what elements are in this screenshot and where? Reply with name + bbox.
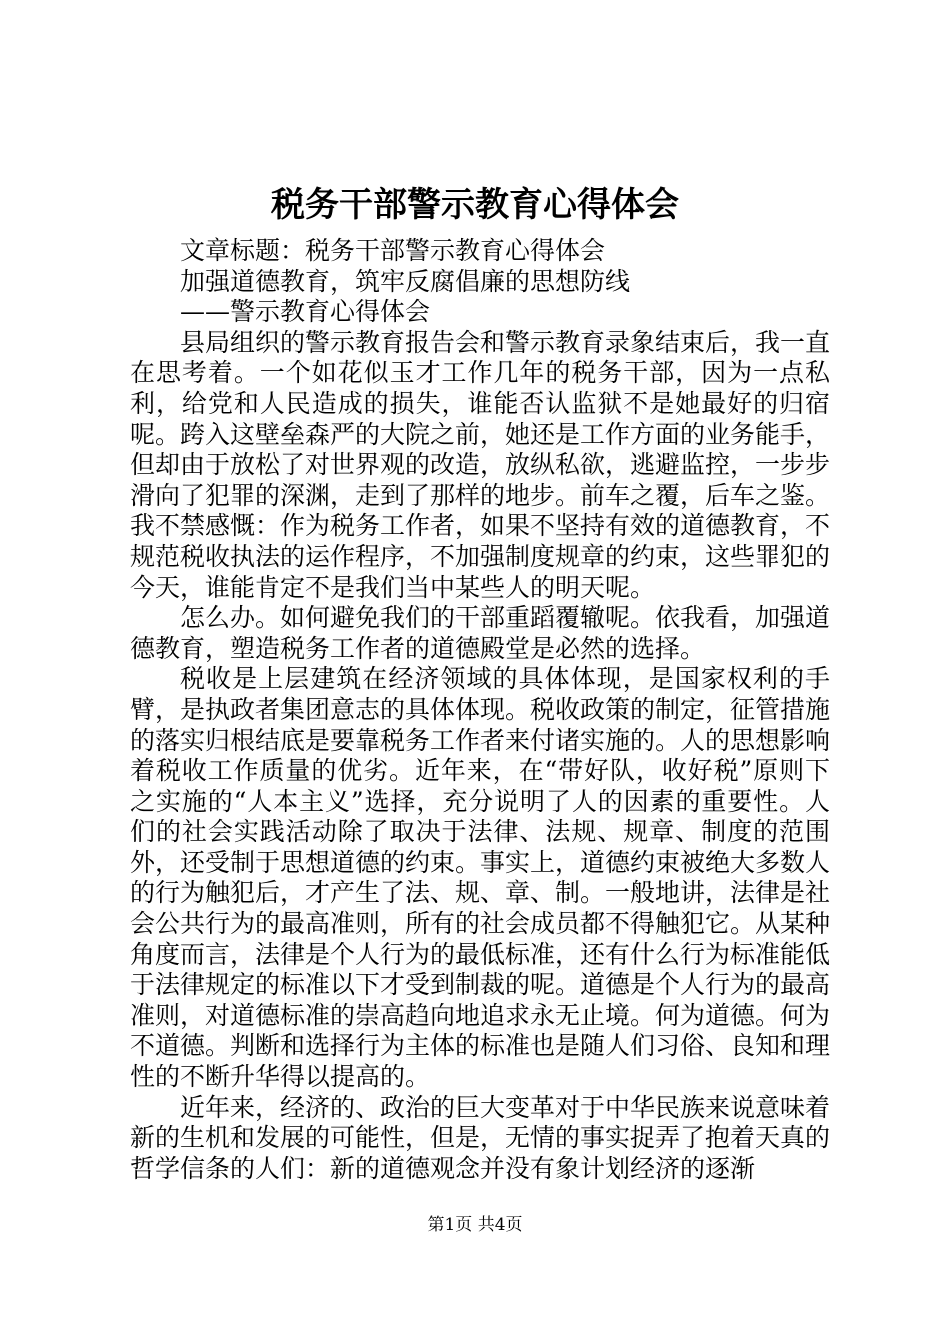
body-paragraph: 近年来，经济的、政治的巨大变革对于中华民族来说意味着新的生机和发展的可能性，但是，无情的事实捉弄了抱着天真的哲学信条的人们：新的道德观念并没有象计划经济的逐渐 <box>130 1092 831 1183</box>
body-paragraph: 怎么办。如何避免我们的干部重蹈覆辙呢。依我看，加强道德教育，塑造税务工作者的道德殿堂是必然的选择。 <box>130 603 831 663</box>
document-body <box>130 236 830 1184</box>
page-number-footer: 第1页 共4页 <box>427 1215 523 1235</box>
body-paragraph: 税收是上层建筑在经济领域的具体体现，是国家权利的手臂，是执政者集团意志的具体体现。税收政策的制定，征管措施的落实归根结底是要靠税务工作者来付诸实施的。人的思想影响着税收工作质量的优劣。近年来，在“带好队，收好税”原则下之实施的“人本主义”选择，充分说明了人的因素的重要性。人们的社会实践活动除了取决于法律、法规、规章、制度的范围外，还受制于思想道德的约束。事实上，道德约束被绝大多数人的行为触犯后，才产生了法、规、章、制。一般地讲，法律是社会公共行为的最高准则，所有的社会成员都不得触犯它。从某种角度而言，法律是个人行为的最低标准，还有什么行为标准能低于法律规定的标准以下才受到制裁的呢。道德是个人行为的最高准则，对道德标准的崇高趋向地追求永无止境。何为道德。何为不道德。判断和选择行为主体的标准也是随人们习俗、良知和理性的不断升华得以提高的。 <box>130 664 831 1092</box>
body-paragraph: 县局组织的警示教育报告会和警示教育录象结束后，我一直在思考着。一个如花似玉才工作几年的税务干部，因为一点私利，给党和人民造成的损失，谁能否认监狱不是她最好的归宿呢。跨入这壁垒森严的大院之前，她还是工作方面的业务能手，但却由于放松了对世界观的改造，放纵私欲，逃避监控，一步步滑向了犯罪的深渊，走到了那样的地步。前车之覆，后车之鉴。我不禁感慨：作为税务工作者，如果不坚持有效的道德教育，不规范税收执法的运作程序，不加强制度规章的约束，这些罪犯的今天，谁能肯定不是我们当中某些人的明天呢。 <box>130 327 831 602</box>
article-title-line: 文章标题：税务干部警示教育心得体会 <box>180 236 606 265</box>
subtitle-line: 加强道德教育，筑牢反腐倡廉的思想防线 <box>180 266 631 296</box>
document-title: 税务干部警示教育心得体会 <box>271 185 679 225</box>
subtitle-dash-line: ——警示教育心得体会 <box>180 297 431 327</box>
